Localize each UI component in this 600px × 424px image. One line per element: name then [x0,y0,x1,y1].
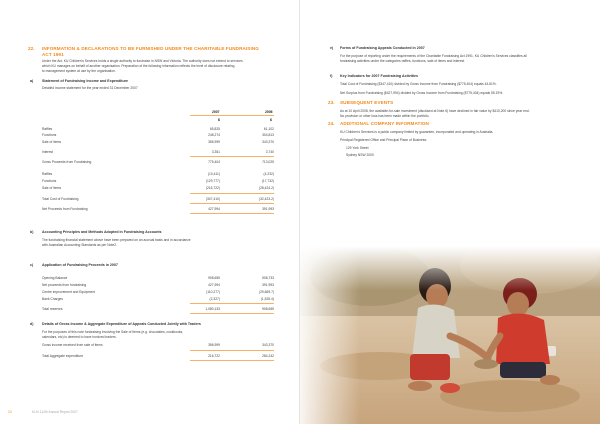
section-a-title: Statement of Fundraising Income and Expenditure [42,79,129,83]
section-e-text: For the purpose of reporting under the requirements of the Charitable Fundraising Act 1991, KU Children's Services classifies all [340,54,527,58]
total-rule [190,303,274,304]
section-e-letter: e) [330,46,334,50]
section-23-text: As at 10 April 2008, the available-for-sale investment (disclosed at Note 6) have declined in fair value by $410,200 since year end. [340,109,530,113]
section-a-subtitle: Detailed income statement for the year ended 31 December 2007 [42,86,138,90]
section-d-text: calendars, etc) is deemed to have involved traders. [42,335,117,339]
footer-title-left: KU's 112th Annual Report 2007 [32,410,78,414]
table-row: Raffles (10,411) (4,232) [42,172,274,176]
section-24-title: ADDITIONAL COMPANY INFORMATION [340,121,429,126]
total-rule [190,213,274,214]
section-b-text: with Australian Accounting Standards as per Note2. [42,243,117,247]
section-23-text: No provision or other loss has been made within the portfolio. [340,114,430,118]
table-row: Interest 3,351 3,740 [42,150,274,154]
section-a-letter: a) [30,79,34,83]
section-c-letter: c) [30,263,34,267]
total-rule [190,193,274,194]
table-row: Sale of items (216,722) (28,424.2) [42,186,274,190]
table-row: Functions (129,777) (17,732) [42,179,274,183]
section-b-letter: b) [30,230,34,234]
total-rule [190,313,274,314]
section-22-intro: which KU manages on behalf of another organisation. Preparation of the following information reflects the level of disclosure relating [42,64,235,68]
total-rule [190,350,274,351]
table-row: Total Cost of Fundraising (347,410) (32,423.2) [42,197,274,201]
section-f-text: Total Cost of Fundraising ($347,410) divided by Gross Income from Fundraising ($775,404) equals 44.81%. [340,82,497,86]
section-24-text: Principal Registered Office and Principal Place of Business: [340,138,427,142]
currency-2007: $ [218,118,220,122]
table-row: Opening Balance 908,655 508,733 [42,276,274,280]
table-row: Gross Proceeds from Fundraising 775,404 713,025 [42,160,274,164]
table-row: Sale of items 356,999 343,370 [42,140,274,144]
table-row: Total reserves 1,080,133 908,655 [42,307,274,311]
section-b-text: The fundraising financial statement above have been prepared on an accrual basis and in accordance [42,238,191,242]
total-rule [190,156,274,157]
page-number-left: 24 [8,410,12,414]
table-row: Raffles 65,825 61,102 [42,127,274,131]
section-f-text: Net Surplus from Fundraising ($427,994) divided by Gross Income from Fundraising ($775,404) equals 55.19%. [340,91,504,95]
section-23-number: 23. [328,100,335,105]
section-f-title: Key Indicators for 2007 Fundraising Activities [340,74,418,78]
total-rule [190,203,274,204]
section-f-letter: f) [330,74,333,78]
section-24-text: KU Children's Services is a public company limited by guarantee, incorporated and operating in Australia. [340,130,494,134]
section-22-title: INFORMATION & DECLARATIONS TO BE FURNISHED UNDER THE CHARITABLE FUNDRAISING [42,46,259,51]
total-rule [190,360,274,361]
section-22-intro: to management system at use by the organisation. [42,69,116,73]
table-row: Net Proceeds from Fundraising 427,994 391,993 [42,207,274,211]
header-rule [190,115,274,116]
table-row: Functions 248,274 304,813 [42,133,274,137]
table-row: Gross income received from sale of items 356,999 343,370 [42,343,274,347]
address-line: Sydney NSW 2000 [346,153,374,157]
section-e-text: fundraising activities under the categories raffles, functions, sale of items and interest. [340,59,465,63]
section-e-title: Forms of Fundraising Appeals Conducted in 2007 [340,46,425,50]
currency-2006: $ [270,118,272,122]
table-row: Total Aggregate expenditure 216,722 284,242 [42,354,274,358]
table-row: Net proceeds from fundraising 427,994 391,993 [42,283,274,287]
address-line: 129 York Street [346,146,369,150]
column-header-2007: 2007 [212,110,220,114]
section-d-text: For the purposes of this note fundraising involving the Sale of Items (e.g. chocolates, cookbooks, [42,330,184,334]
section-22-number: 22. [28,46,35,51]
section-d-letter: d) [30,322,34,326]
column-header-2006: 2006 [265,110,273,114]
section-22-intro: Under the Act, KU Children's Services holds a single authority to fundraise in NSW and Victoria. The authority does not extend to services [42,59,243,63]
table-row: Bank Charges (2,327) (1,525.4) [42,297,274,301]
section-c-title: Application of Fundraising Proceeds in 2007 [42,263,118,267]
section-23-title: SUBSEQUENT EVENTS [340,100,394,105]
section-d-title: Details of Gross Income & Aggregate Expenditure of Appeals Conducted Jointly with Traders [42,322,201,326]
children-playing-sandpit-photo-icon [300,246,600,424]
section-b-title: Accounting Principles and Methods Adopted in Fundraising Accounts [42,230,162,234]
table-row: Centre improvement and Equipment (110,277) (29,669.7) [42,290,274,294]
section-22-title-cont: ACT 1991 [42,52,64,57]
section-24-number: 24. [328,121,335,126]
